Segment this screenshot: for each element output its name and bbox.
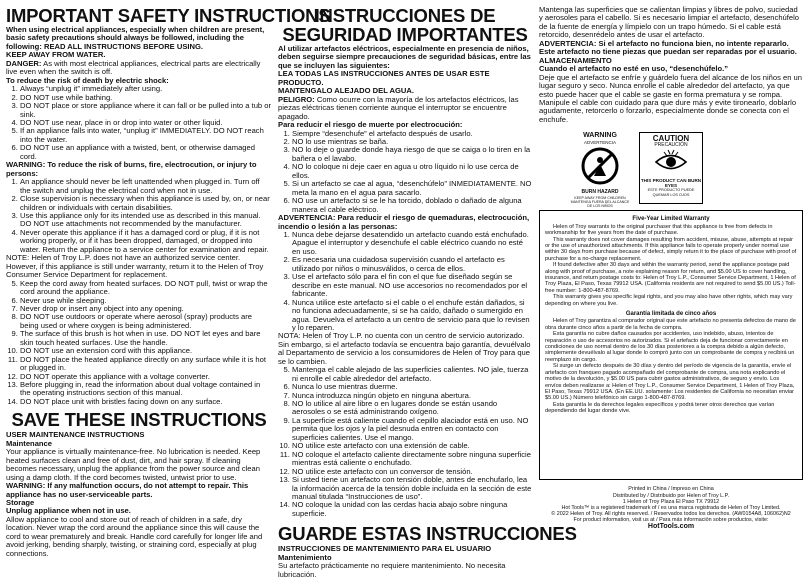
list-item: 4. Nunca utilice este artefacto si el cable o el enchufe están dañados, si no funciona adecuadamente, si se ha caído, dañado o sumergido en agua. Devuelva el artefacto a un centro de servicio para que lo revisen y lo reparen.: [292, 299, 532, 333]
icon2-b1: THIS PRODUCT CAN BURN EYES: [640, 178, 702, 189]
danger-es: [278, 96, 532, 121]
icon1-sub: ADVERTENCIA: [584, 140, 616, 146]
maint-sub-es: Mantenimiento: [278, 552, 332, 562]
safety-title-en: IMPORTANT SAFETY INSTRUCTIONS: [6, 5, 331, 26]
shock-list-en: [6, 85, 272, 161]
storage-sub-en: Unplug appliance when not in use.: [6, 506, 131, 516]
warranty-paragraph: Helen of Troy garantiza al comprador original que este artefacto no presenta defectos de mano de obra durante cinco años a partir de la fecha de compra.: [545, 318, 796, 331]
maint-head-en: USER MAINTENANCE INSTRUCTIONS: [6, 430, 145, 440]
alm-text-es: Deje que el artefacto se enfríe y guárdelo fuera del alcance de los niños en un lugar seguro y seco. Nunca enrolle el cable alrededor del artefacto, ya que esto puede hacer que el cable se gaste en forma prematura y se rompa. Manipule el cable con cuidado para que dure más y evite tironearlo, doblarlo agudamente, retorcerlo o forzarlo, especialmente donde se conecta con el enchufe.: [539, 72, 803, 124]
note-en: NOTE: Helen of Troy L.P. does not have an authorized service center. However, if this appliance is still under warranty, return it to the Helen of Troy Consumer Service Department for replacement.: [6, 253, 264, 280]
maint-sub-en: Maintenance: [6, 438, 52, 448]
list-item: 2. Close supervision is necessary when this appliance is used by, on, or near children or individuals with certain disabilities.: [20, 195, 272, 212]
eye-icon: [654, 149, 688, 175]
icon2-sub: PRECAUCIÓN: [654, 142, 688, 149]
list-item: 3. NO lo deje o guarde donde haya riesgo de que se caiga o lo tiren en la bañera o el lavabo.: [292, 146, 532, 163]
danger-en: [6, 60, 272, 77]
footer-line: 1 Helen of Troy Plaza El Paso TX 79912: [622, 498, 720, 505]
adv-es: ADVERTENCIA: Si el artefacto no funciona bien, no intente repararlo. Este artefacto no tiene piezas que puedan ser reparadas por el usuario.: [539, 38, 797, 57]
list-item: 5. Mantenga el cable alejado de las superficies calientes. NO jale, tuerza ni enrolle el cable alrededor del artefacto.: [292, 366, 532, 383]
list-item: 4. NO lo coloque ni deje caer en agua u otro líquido ni lo use cerca de ellos.: [292, 163, 532, 180]
list-item: 3. Use el artefacto sólo para el fin con el que fue diseñado según se describe en este manual. NO use accesorios no recomendados por el fabricante.: [292, 273, 532, 298]
footer-line: Hot Tools™ is a registered trademark of / es una marca registrada de Helen of Troy Limited.: [561, 504, 781, 511]
icon1-foot: KEEP AWAY FROM CHILDREN: [574, 196, 626, 201]
list-item: 13. Before plugging in, read the information about dual voltage contained in the operating instructions section of this manual.: [20, 381, 272, 398]
more-list-en: [6, 280, 272, 407]
shock-head-en: To reduce the risk of death by electric shock:: [6, 75, 169, 85]
keep-away-en: KEEP AWAY FROM WATER.: [6, 50, 106, 60]
maint-head-es: INSTRUCCIONES DE MANTENIMIENTO PARA EL USUARIO: [278, 544, 492, 554]
list-item: 10. DO NOT use an extension cord with this appliance.: [20, 347, 272, 355]
caution-eyes-icon: [639, 132, 703, 204]
list-item: 13. Si usted tiene un artefacto con tensión doble, antes de enchufarlo, lea la información acerca de la tensión doble incluida en la sección de este manual titulada “Instrucciones de uso”.: [292, 476, 532, 501]
burn-hazard-icon: [569, 132, 631, 209]
list-item: 11. NO coloque el artefacto caliente directamente sobre ninguna superficie mientras está caliente o enchufado.: [292, 451, 532, 468]
save-title-en: SAVE THESE INSTRUCTIONS: [11, 409, 267, 431]
list-item: 9. The surface of this brush is hot when in use. DO NOT let eyes and bare skin touch heated surfaces. Use the handle.: [20, 330, 272, 347]
list-item: 12. NO utilice este artefacto con un conversor de tensión.: [292, 468, 532, 476]
intro-es: Al utilizar artefactos eléctricos, especialmente en presencia de niños, deben seguirse siempre precauciones de seguridad básicas, entre las que se incluyen las siguientes:: [278, 44, 531, 70]
list-item: 5. Keep the cord away from heated surfaces. DO NOT pull, twist or wrap the cord around the appliance.: [20, 280, 272, 297]
warranty-title-es: Garantía limitada de cinco años: [625, 311, 717, 318]
warning-head-en: WARNING: To reduce the risk of burns, fire, electrocution, or injury to persons:: [6, 160, 257, 178]
list-item: 8. NO lo utilice al aire libre o en lugares donde se están usando aerosoles o se está administrando oxígeno.: [292, 400, 532, 417]
list-item: 10. NO utilice este artefacto con una extensión de cable.: [292, 442, 532, 450]
list-item: 4. Never operate this appliance if it has a damaged cord or plug, if it is not working properly, or if it has been dropped, damaged, or dropped into water. Return the appliance to a service center for examination and repair.: [20, 229, 272, 254]
list-item: 6. DO NOT use an appliance with a twisted, bent, or otherwise damaged cord.: [20, 144, 272, 161]
footer: [539, 486, 803, 529]
shock-list-es: [278, 130, 532, 215]
warranty-box: [539, 210, 803, 480]
list-item: 5. Si un artefacto se cae al agua, “desenchúfelo” INMEDIATAMENTE. NO meta la mano en el agua para sacarlo.: [292, 180, 532, 197]
list-item: 5. If an appliance falls into water, “unplug it” IMMEDIATELY. DO NOT reach into the water.: [20, 127, 272, 144]
storage-head-en: Storage: [6, 498, 35, 508]
warranty-paragraph: This warranty gives you specific legal rights, and you may also have other rights, which may vary depending on where you live.: [545, 294, 793, 307]
no-children-icon: [580, 146, 620, 186]
list-item: 1. Nunca debe dejarse desatendido un artefacto cuando está enchufado. Apague el interruptor y desenchufe el cable eléctrico cuando no esté en uso.: [292, 231, 532, 256]
maint-warning-en: WARNING: If any malfunction occurs, do not attempt to repair. This appliance has no user-serviceable parts.: [6, 481, 249, 499]
alm-head-es: ALMACENAMIENTO: [539, 55, 612, 65]
list-item: 9. La superficie está caliente cuando el cepillo alaciador está en uso. NO permita que los ojos y la piel desnuda entren en contacto con superficies calientes. Use el mango.: [292, 417, 532, 442]
read-all-es: LEA TODAS LAS INSTRUCCIONES ANTES DE USAR ESTE PRODUCTO.: [278, 69, 490, 87]
keep-away-es: MANTENGALO ALEJADO DEL AGUA.: [278, 86, 414, 96]
list-item: 3. Use this appliance only for its intended use as described in this manual. DO NOT use attachments not recommended by the manufacturer.: [20, 212, 272, 229]
list-item: 14. DO NOT place unit with bristles facing down on any surface.: [20, 398, 272, 406]
icon2-b2: ESTE PRODUCTO PUEDE QUEMAR LOS OJOS: [647, 188, 695, 197]
list-item: 2. DO NOT use while bathing.: [20, 94, 272, 102]
warranty-title-en: Five-Year Limited Warranty: [632, 216, 710, 223]
footer-line: Distributed by / Distribuido por Helen of Troy L.P.: [612, 492, 730, 499]
intro-en: When using electrical appliances, especially when children are present, basic safety precautions should always be followed, including the following: READ ALL INSTRUCTIONS BEFORE USING.: [6, 25, 265, 51]
storage-text-en: Allow appliance to cool and store out of reach of children in a safe, dry location. Never wrap the cord around the appliance since this will cause the cord to wear prematurely and break. Handle cord carefully for longer life and avoid jerking, bending sharply, twisting, or straining cord, especially at plug connections.: [6, 514, 263, 558]
list-item: 1. Always “unplug it” immediately after using.: [20, 85, 272, 93]
safety-title-es: INSTRUCCIONES DE SEGURIDAD IMPORTANTES: [282, 5, 528, 45]
shock-head-es: Para reducir el riesgo de muerte por electrocución:: [278, 120, 463, 130]
list-item: 4. DO NOT use near, place in or drop into water or other liquid.: [20, 119, 272, 127]
danger-label-es: PELIGRO:: [278, 94, 315, 104]
warning-list-en: [6, 178, 272, 254]
maint-text-es: Su artefacto prácticamente no requiere mantenimiento. No necesita lubricación.: [278, 561, 506, 579]
list-item: 12. DO NOT operate this appliance with a voltage converter.: [20, 373, 272, 381]
warranty-paragraph: Si surge un defecto después de 30 días y dentro del período de vigencia de la garantía, envíe el artefacto con franqueo pagado acompañado del comprobante de compra, una nota explicando el motivo de la devolución, y $5.00 US para cubrir gastos administrativos, de seguro y envío. Los envíos deben realizarse a: Helen of Troy L.P., Consumer Service Department, 1 Helen of Troy Plaza, El Paso, Texas 79912 USA. (En EE.UU. solamente: Los residentes de California no necesitan enviar $5.00 US.) Número telefónico sin cargo 1-800-487-8769.: [545, 363, 795, 402]
list-item: 6. Nunca lo use mientras duerme.: [292, 383, 532, 391]
footer-line: For product information, visit us at / Para más información sobre productos, visite:: [573, 517, 769, 524]
footer-line: Printed in China / Impreso en China: [628, 486, 714, 493]
list-item: 2. NO lo use mientras se baña.: [292, 138, 532, 146]
icon1-ring: BURN HAZARD: [581, 189, 619, 196]
danger-text-es: Como ocurre con la mayoría de los artefactos eléctricos, las piezas eléctricas tienen corriente aunque el interruptor se encuentre apagado.: [278, 94, 519, 121]
list-item: 14. NO coloque la unidad con las cerdas hacia abajo sobre ninguna superficie.: [292, 501, 532, 518]
warning-list-es: [278, 231, 532, 332]
list-item: 1. An appliance should never be left unattended when plugged in. Turn off the switch and unplug the electrical cord when not in use.: [20, 178, 272, 195]
list-item: 1. Siempre “desenchufe” el artefacto después de usarlo.: [292, 130, 532, 138]
warranty-paragraph: This warranty does not cover damages resulting from accident, misuse, abuse, attempts at repair or the use of unauthorized attachments. If this appliance fails to operate properly under normal use within 30 days from purchase because of defect, simply return it to the place of purchase with proof of purchase for a no-charge replacement.: [545, 236, 797, 262]
maint-text-en: Your appliance is virtually maintenance-free. No lubrication is needed. Keep heated surfaces clean and free of dust, dirt, and hair spray. If cleaning becomes necessary, unplug the appliance from the power source and clean using a damp cloth. If the cord becomes twisted, untwist prior to use.: [6, 447, 261, 482]
save-title-es: GUARDE ESTAS INSTRUCCIONES: [278, 523, 577, 545]
icon1-top: WARNING: [583, 132, 617, 140]
more-list-es: [278, 366, 532, 518]
warranty-paragraph: Esta garantía le da derechos legales específicos y podrá tener otros derechos que varían dependiendo del lugar donde vive.: [545, 401, 775, 415]
alm-sub-es: Cuando el artefacto no esté en uso, “desenchúfelo.”: [539, 64, 729, 74]
danger-text-en: As with most electrical appliances, electrical parts are electrically live even when the switch is off.: [6, 58, 261, 77]
maint-cont-es: Mantenga las superficies que se calientan limpias y libres de polvo, suciedad y aerosoles para el cabello. Si es necesario limpiar el artefacto, desenchúfelo de la fuente de energía y límpielo con un trapo húmedo. Si el cable está retorcido, desenrédelo antes de usar el artefacto.: [539, 5, 800, 40]
list-item: 8. DO NOT use outdoors or operate where aerosol (spray) products are being used or where oxygen is being administered.: [20, 313, 272, 330]
list-item: 2. Es necesaria una cuidadosa supervisión cuando el artefacto es utilizado por niños o minusválidos, o cerca de ellos.: [292, 256, 532, 273]
note-es: NOTA: Helen of Troy L.P. no cuenta con un centro de servicio autorizado. Sin embargo, si el artefacto todavía se encuentra bajo garantía, devuélvalo al Departamento de servicio a los consumidores de Helen of Troy para que se lo cambien.: [278, 331, 531, 366]
warning-head-es: ADVERTENCIA: Para reducir el riesgo de quemaduras, electrocución, incendio o lesión a las personas:: [278, 213, 530, 231]
list-item: 3. DO NOT place or store appliance where it can fall or be pulled into a tub or sink.: [20, 102, 272, 119]
list-item: 6. NO use un artefacto si se le ha torcido, doblado o dañado de alguna manera el cable eléctrico.: [292, 197, 532, 214]
icon2-top: CAUTION: [652, 134, 690, 144]
warranty-paragraph: If found defective after 30 days and within the warranty period, send the appliance postage paid along with proof of purchase, a note explaining reason for return, and $5.00 US to cover handling, insurance, and return postage costs to: Helen of Troy L.P., Consumer Service Department, 1 Helen of Troy Plaza, El Paso, Texas 79912 USA. (California residents are not required to send $5.00 US.) Toll-free number: 1-800-487-8769.: [545, 262, 796, 294]
list-item: 11. DO NOT place the heated appliance directly on any surface while it is hot or plugged in.: [20, 356, 272, 373]
list-item: 7. Nunca introduzca ningún objeto en ninguna abertura.: [292, 392, 532, 400]
warranty-paragraph: Helen of Troy warrants to the original purchaser that this appliance is free from defects in workmanship for five years from the date of purchase.: [545, 223, 773, 237]
warranty-paragraph: Esta garantía no cubre daños causados por accidentes, uso indebido, abuso, intentos de reparación o uso de accesorios no autorizados. Si el artefacto deja de funcionar correctamente en condiciones de uso normal dentro de los 30 días posteriores a la compra debido a algún defecto, simplemente devuélvalo al lugar donde lo compró junto con un comprobante de compra y recibirá un reemplazo sin cargo.: [545, 331, 795, 363]
website-link[interactable]: HotTools.com: [647, 522, 695, 530]
danger-label-en: DANGER:: [6, 58, 42, 68]
list-item: 6. Never use while sleeping.: [20, 297, 272, 305]
third-column: [539, 6, 803, 582]
footer-line: © 2022 Helen of Troy. All rights reserved. / Reservados todos los derechos. (AW0154A8, 106062)N2: [551, 511, 791, 518]
warning-icons: [569, 132, 803, 209]
icon1-foot2: MANTENGA FUERA DEL ALCANCE DE LOS NIÑOS: [570, 200, 630, 209]
list-item: 7. Never drop or insert any object into any opening.: [20, 305, 272, 313]
